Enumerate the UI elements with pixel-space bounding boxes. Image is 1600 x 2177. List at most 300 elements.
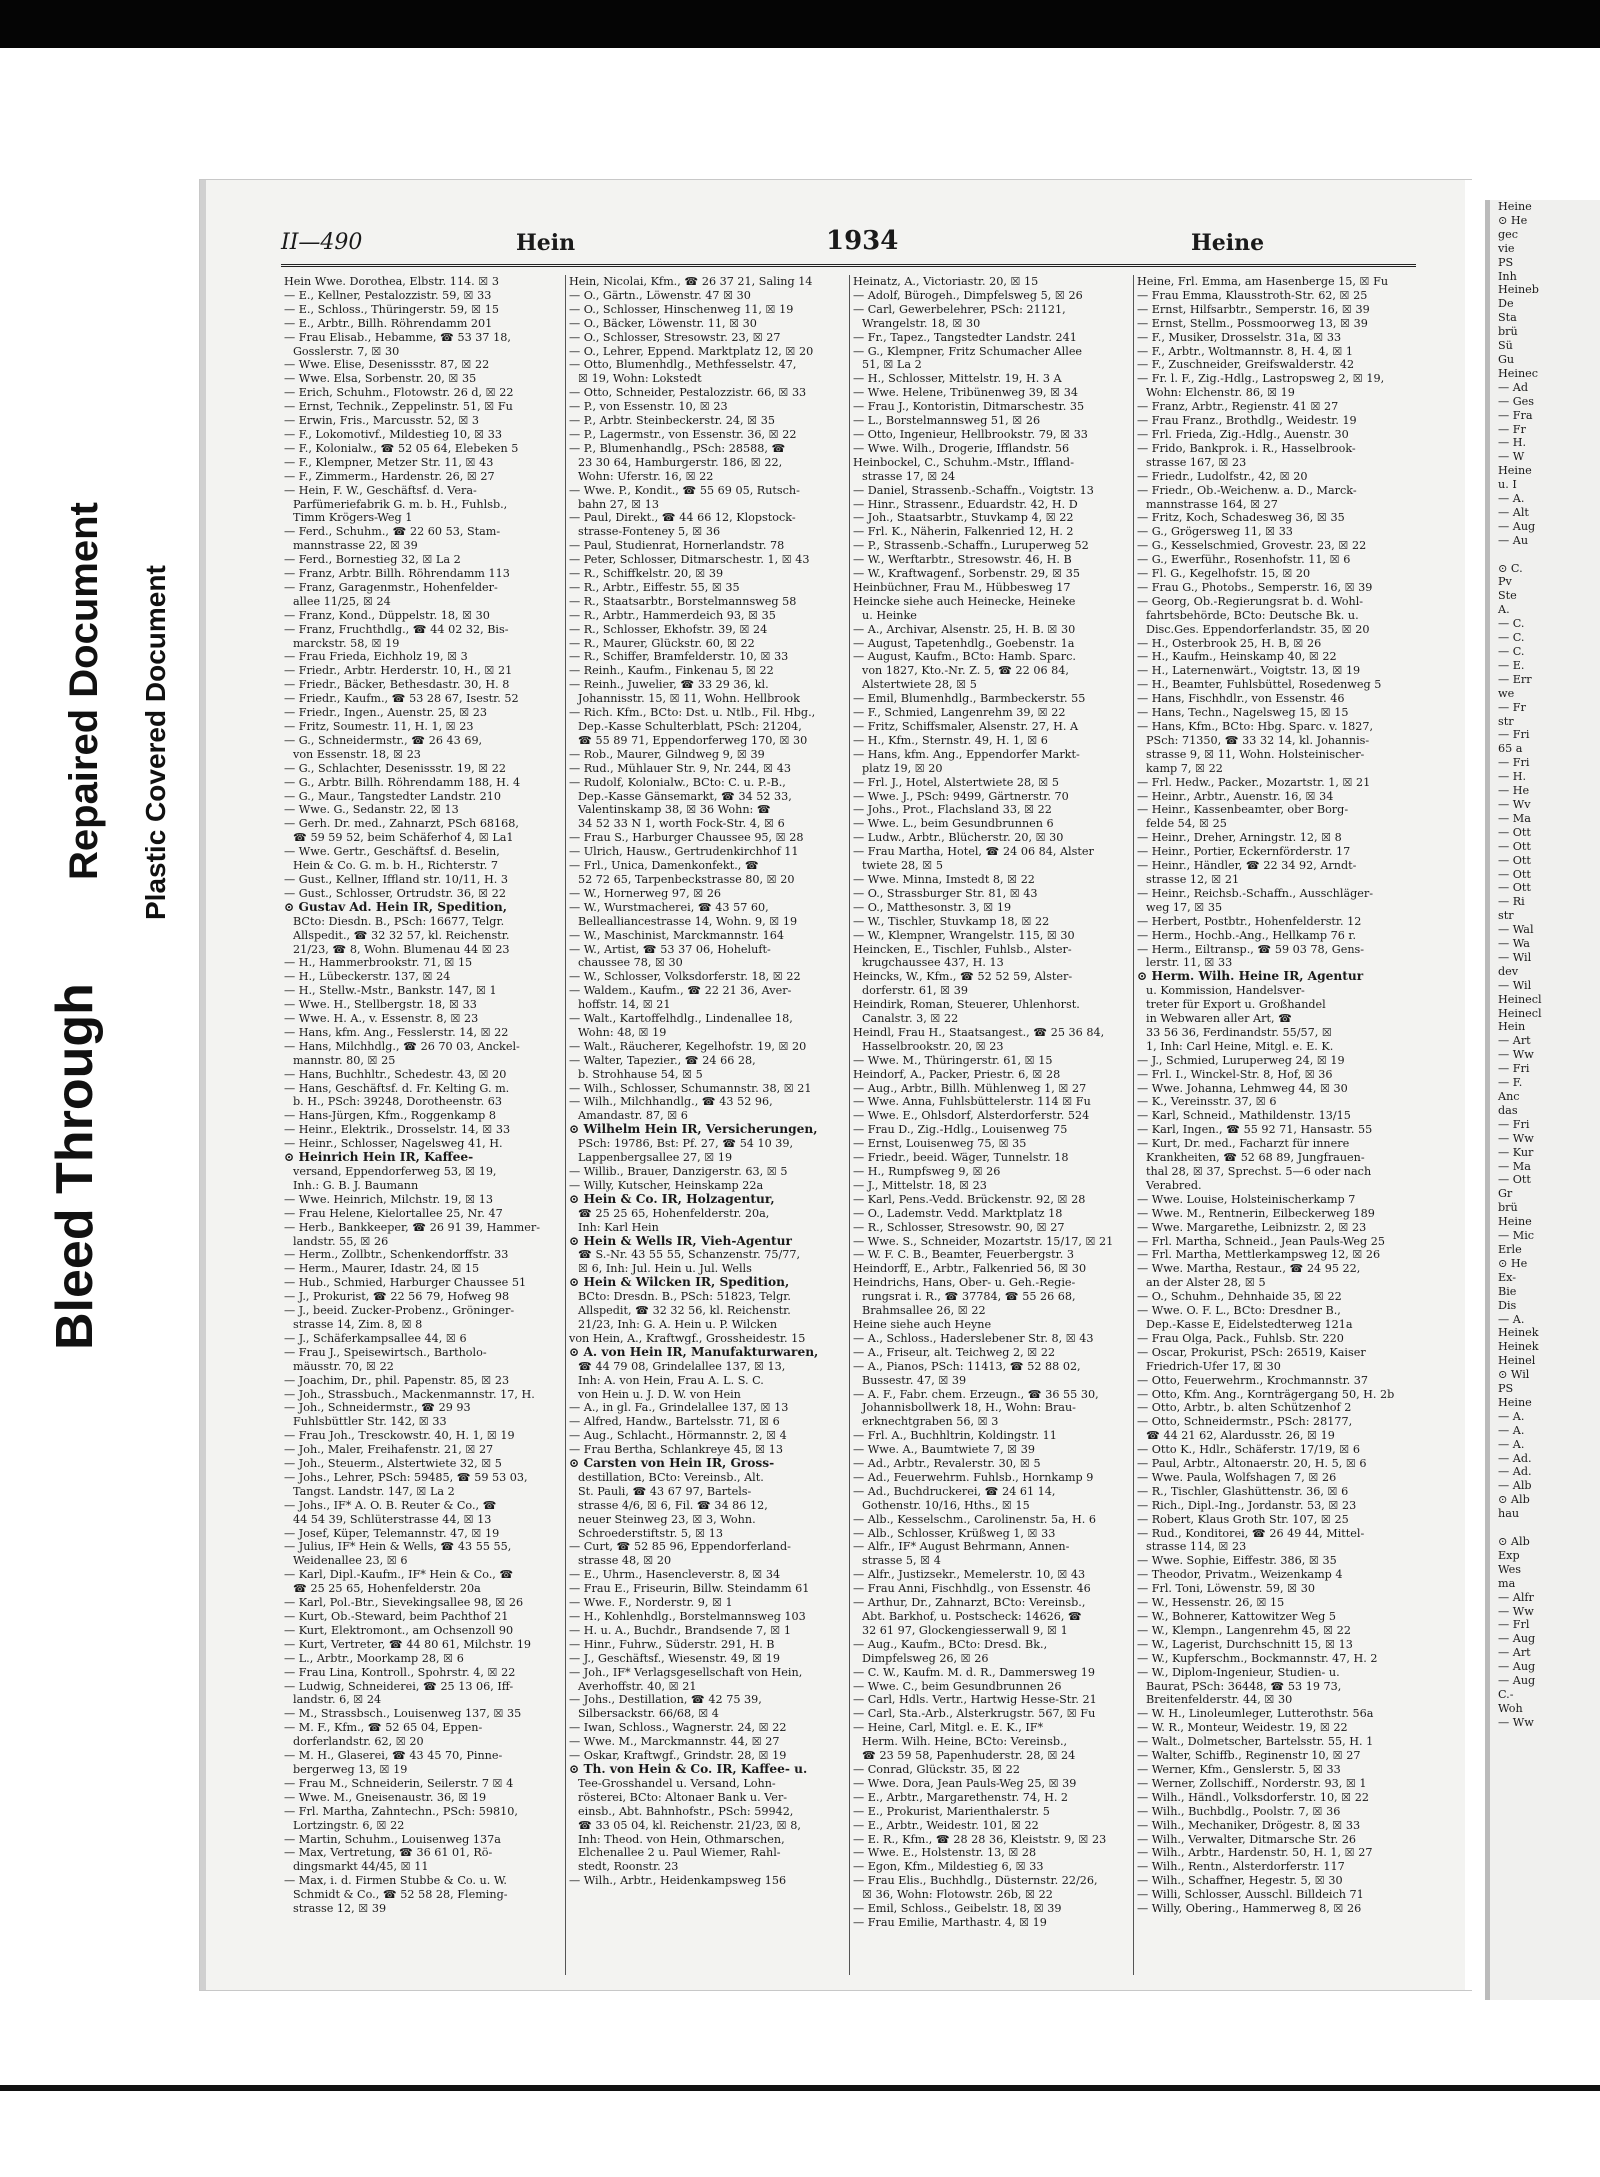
- directory-entry-line: strasse 17, ☒ 24: [862, 469, 956, 483]
- directory-entry-line: ⊙ Hein & Co. IR, Holzagentur,: [569, 1192, 775, 1206]
- directory-entry-line: in Webwaren aller Art, ☎: [1146, 1012, 1293, 1026]
- directory-entry-line: — H., Rumpfsweg 9, ☒ 26: [853, 1165, 1001, 1178]
- directory-entry-line: Silbersackstr. 66/68, ☒ 4: [578, 1707, 719, 1721]
- directory-entry-line: — Emil, Blumenhdlg., Barmbeckerstr. 55: [853, 692, 1086, 706]
- directory-entry-line: — Karl, Ingen., ☎ 55 92 71, Hansastr. 55: [1137, 1123, 1373, 1137]
- directory-entry-line: — Herm., Hochb.-Ang., Hellkamp 76 r.: [1137, 928, 1357, 942]
- directory-entry-line: — W. R., Monteur, Weidestr. 19, ☒ 22: [1137, 1721, 1348, 1735]
- directory-entry-line: — H., Osterbrook 25, H. B, ☒ 26: [1137, 636, 1322, 650]
- directory-entry-line: ⊙ Heinrich Hein IR, Kaffee-: [284, 1151, 474, 1165]
- directory-entry-line: Wrangelstr. 18, ☒ 30: [862, 316, 981, 330]
- directory-entry-line: — Ernst, Technik., Zeppelinstr. 51, ☒ Fu: [284, 400, 513, 414]
- directory-entry-line: — Alb., Schlosser, Krüßweg 1, ☒ 33: [853, 1526, 1056, 1540]
- directory-entry-line: — Conrad, Glückstr. 35, ☒ 22: [853, 1762, 1020, 1776]
- directory-entry-line: — W., Maschinist, Marckmannstr. 164: [569, 928, 785, 942]
- adjacent-page-line: — Ww: [1498, 1131, 1534, 1145]
- directory-entry-line: — E., Uhrm., Hasencleverstr. 8, ☒ 34: [569, 1568, 781, 1582]
- directory-entry-line: — Curt, ☎ 52 85 96, Eppendorferland-: [569, 1540, 791, 1554]
- directory-entry-line: Gosslerstr. 7, ☒ 30: [293, 344, 400, 358]
- directory-entry-line: — E. R., Kfm., ☎ 28 28 36, Kleiststr. 9, ☒ 23: [853, 1832, 1107, 1846]
- directory-entry-line: — Johs., Destillation, ☎ 42 75 39,: [569, 1693, 762, 1707]
- directory-entry-line: — Karl, Dipl.-Kaufm., IF* Hein & Co., ☎: [284, 1568, 514, 1582]
- directory-entry-line: — A., Friseur, alt. Teichweg 2, ☒ 22: [853, 1345, 1056, 1359]
- directory-entry-line: — Reinh., Juwelier, ☎ 33 29 36, kl.: [569, 678, 769, 692]
- directory-entry-line: — Frau Olga, Pack., Fuhlsb. Str. 220: [1137, 1331, 1344, 1345]
- directory-entry-line: — J., Prokurist, ☎ 22 56 79, Hofweg 98: [284, 1290, 510, 1304]
- directory-entry-line: — G., Kesselschmied, Grovestr. 23, ☒ 22: [1137, 539, 1367, 553]
- directory-entry-line: Weidenallee 23, ☒ 6: [293, 1554, 408, 1568]
- directory-entry-line: — Rich., Dipl.-Ing., Jordanstr. 53, ☒ 23: [1137, 1498, 1357, 1512]
- directory-entry-line: — Iwan, Schloss., Wagnerstr. 24, ☒ 22: [569, 1721, 787, 1735]
- directory-entry-line: — Carl, Sta.-Arb., Alsterkrugstr. 567, ☒ Fu: [853, 1707, 1096, 1721]
- adjacent-page-line: PS: [1498, 255, 1514, 269]
- directory-entry-line: — G., Maur., Tangstedter Landstr. 210: [284, 789, 502, 803]
- directory-entry-line: — Frau Emilie, Marthastr. 4, ☒ 19: [853, 1915, 1047, 1929]
- directory-entry-line: — Herm., Zollbtr., Schenkendorffstr. 33: [284, 1248, 509, 1262]
- left-catchword: Hein: [516, 230, 576, 256]
- directory-entry-line: rösterei, BCto: Altonaer Bank u. Ver-: [578, 1790, 787, 1804]
- directory-entry-line: Dep.-Kasse Schulterblatt, PSch: 21204,: [578, 720, 802, 733]
- directory-entry-line: — Rich. Kfm., BCto: Dst. u. Ntlb., Fil. Hbg.,: [569, 706, 816, 720]
- directory-entry-line: — Wwe. P., Kondit., ☎ 55 69 05, Rutsch-: [569, 483, 800, 497]
- directory-entry-line: ☎ 25 25 65, Hohenfelderstr. 20a,: [578, 1206, 770, 1220]
- directory-entry-line: mannstr. 80, ☒ 25: [293, 1053, 396, 1067]
- adjacent-page-line: — Alt: [1498, 505, 1529, 519]
- directory-entry-line: u. Kommission, Handelsver-: [1146, 984, 1305, 998]
- directory-entry-line: — Karl, Pol.-Btr., Sievekingsallee 98, ☒ 26: [284, 1596, 524, 1610]
- directory-entry-line: — Frau Elisab., Hebamme, ☎ 53 37 18,: [284, 330, 511, 344]
- adjacent-page-line: — H.: [1498, 770, 1527, 784]
- gutter: [1465, 180, 1485, 1990]
- adjacent-page-line: str: [1498, 909, 1514, 923]
- directory-entry-line: — Wwe. Gertr., Geschäftsf. d. Beselin,: [284, 845, 500, 859]
- directory-entry-line: — G., Klempner, Fritz Schumacher Allee: [853, 344, 1083, 358]
- directory-entry-line: — W. H., Linoleumleger, Lutterothstr. 56a: [1137, 1707, 1374, 1721]
- adjacent-page-line: Gr: [1498, 1187, 1513, 1201]
- directory-entry-line: Heine, Frl. Emma, am Hasenberge 15, ☒ Fu: [1137, 275, 1389, 288]
- directory-entry-line: — Frau M., Schneiderin, Seilerstr. 7 ☒ 4: [284, 1776, 514, 1790]
- directory-entry-line: — Werner, Kfm., Genslerstr. 5, ☒ 33: [1137, 1762, 1341, 1776]
- directory-entry-line: — Fritz, Soumestr. 11, H. 1, ☒ 23: [284, 720, 474, 733]
- directory-entry-line: — Hinr., Fuhrw., Süderstr. 291, H. B: [569, 1637, 775, 1651]
- directory-entry-line: — Waldem., Kaufm., ☎ 22 21 36, Aver-: [569, 984, 792, 998]
- directory-entry-line: — Heinr., Dreher, Arningstr. 12, ☒ 8: [1137, 831, 1342, 845]
- directory-entry-line: — Willib., Brauer, Danzigerstr. 63, ☒ 5: [569, 1165, 788, 1178]
- directory-entry-line: — M. F., Kfm., ☎ 52 65 04, Eppen-: [284, 1721, 483, 1735]
- adjacent-page-line: — E.: [1498, 658, 1525, 672]
- directory-entry-line: — Ludwig, Schneiderei, ☎ 25 13 06, Iff-: [284, 1679, 514, 1693]
- adjacent-page-line: — Ott: [1498, 1173, 1531, 1187]
- top-scan-border: [0, 0, 1600, 48]
- directory-entry-line: ⊙ Th. von Hein & Co. IR, Kaffee- u.: [569, 1762, 808, 1776]
- directory-entry-line: von 1827, Kto.-Nr. Z. 5, ☎ 22 06 84,: [862, 664, 1069, 678]
- directory-entry-line: — Frau D., Zig.-Hdlg., Louisenweg 75: [853, 1123, 1068, 1137]
- adjacent-page-line: Anc: [1498, 1090, 1520, 1103]
- directory-entry-line: hoffstr. 14, ☒ 21: [578, 998, 671, 1012]
- adjacent-page-line: — Ad.: [1498, 1451, 1532, 1465]
- directory-entry-line: Verabred.: [1146, 1178, 1202, 1192]
- directory-entry-line: — G., Grögersweg 11, ☒ 33: [1137, 525, 1293, 539]
- directory-entry-line: — O., Lehrer, Eppend. Marktplatz 12, ☒ 20: [569, 344, 814, 358]
- adjacent-page-line: — Ott: [1498, 839, 1531, 853]
- directory-entry-line: — Rob., Maurer, Gilndweg 9, ☒ 39: [569, 747, 765, 761]
- directory-entry-line: — Max, Vertretung, ☎ 36 61 01, Rö-: [284, 1846, 493, 1860]
- directory-entry-line: — Wwe. A., Baumtwiete 7, ☒ 39: [853, 1443, 1035, 1457]
- directory-entry-line: — Frau J., Kontoristin, Ditmarschestr. 35: [853, 400, 1085, 414]
- directory-entry-line: — R., Staatsarbtr., Borstelmannsweg 58: [569, 594, 797, 608]
- column-3: [849, 275, 1126, 1975]
- directory-entry-line: mäusstr. 70, ☒ 22: [293, 1359, 394, 1373]
- adjacent-page-line: — W: [1498, 450, 1525, 464]
- directory-entry-line: rungsrat i. R., ☎ 37784, ☎ 55 26 68,: [862, 1290, 1076, 1304]
- directory-entry-line: — Otto, Feuerwehrm., Krochmannstr. 37: [1137, 1373, 1369, 1387]
- directory-entry-line: stedt, Roonstr. 23: [578, 1860, 679, 1874]
- directory-entry-line: Canalstr. 3, ☒ 22: [862, 1012, 959, 1026]
- directory-entry-line: — E., Kellner, Pestalozzistr. 59, ☒ 33: [284, 288, 492, 302]
- directory-entry-line: — Aug., Arbtr., Billh. Mühlenweg 1, ☒ 27: [853, 1081, 1087, 1095]
- directory-entry-line: Dep.-Kasse Gänsemarkt, ☎ 34 52 33,: [578, 789, 792, 803]
- adjacent-page-line: Inh: [1498, 269, 1517, 283]
- adjacent-page-line: — Fri: [1498, 1117, 1530, 1131]
- adjacent-page-line: — Ott: [1498, 853, 1531, 867]
- directory-entry-line: — Otto, Schneidermstr., PSch: 28177,: [1137, 1415, 1353, 1429]
- directory-entry-line: Hasselbrookstr. 20, ☒ 23: [862, 1039, 1004, 1053]
- directory-entry-line: ☒ 6, Inh: Jul. Hein u. Jul. Wells: [578, 1262, 752, 1276]
- directory-entry-line: — H., Kfm., Sternstr. 49, H. 1, ☒ 6: [853, 733, 1048, 747]
- directory-entry-line: Friedrich-Ufer 17, ☒ 30: [1146, 1359, 1281, 1373]
- directory-entry-line: ⊙ Herm. Wilh. Heine IR, Agentur: [1137, 970, 1364, 984]
- directory-entry-line: — Hans, Techn., Nagelsweg 15, ☒ 15: [1137, 706, 1349, 720]
- directory-entry-line: — Heinr., Arbtr., Auenstr. 16, ☒ 34: [1137, 789, 1334, 803]
- directory-entry-line: Heindorff, E., Arbtr., Falkenried 56, ☒ 30: [853, 1262, 1087, 1276]
- directory-entry-line: — Wilh., Schlosser, Schumannstr. 38, ☒ 21: [569, 1081, 812, 1095]
- directory-entry-line: — R., Schlosser, Ekhofstr. 39, ☒ 24: [569, 622, 768, 636]
- directory-entry-line: — Arthur, Dr., Zahnarzt, BCto: Vereinsb.,: [853, 1596, 1086, 1610]
- adjacent-page-line: — Aug: [1498, 1632, 1536, 1646]
- directory-entry-line: — Alfr., IF* August Behrmann, Annen-: [853, 1540, 1070, 1554]
- adjacent-page-line: Ste: [1498, 589, 1517, 603]
- directory-entry-line: — Ferd., Bornestieg 32, ☒ La 2: [284, 553, 461, 567]
- adjacent-page-line: Heine: [1498, 200, 1532, 213]
- directory-entry-line: — Max, i. d. Firmen Stubbe & Co. u. W.: [284, 1874, 507, 1888]
- adjacent-page-line: Sta: [1498, 311, 1517, 325]
- directory-entry-line: — W., Wurstmacherei, ☎ 43 57 60,: [569, 900, 769, 914]
- adjacent-page-line: — F.: [1498, 1076, 1523, 1090]
- directory-entry-line: — Rud., Mühlauer Str. 9, Nr. 244, ☒ 43: [569, 761, 791, 775]
- directory-entry-line: — Johs., Prot., Flachsland 33, ☒ 22: [853, 803, 1052, 817]
- directory-entry-line: — Frl. Martha, Zahntechn., PSch: 59810,: [284, 1804, 518, 1818]
- directory-entry-line: Inh: Theod. von Hein, Othmarschen,: [578, 1832, 785, 1846]
- directory-entry-line: — Frl. J., Hotel, Alstertwiete 28, ☒ 5: [853, 775, 1059, 789]
- adjacent-page-line: ⊙ Wil: [1498, 1368, 1530, 1382]
- directory-entry-line: — P., Lagermstr., von Essenstr. 36, ☒ 22: [569, 427, 797, 441]
- directory-entry-line: lerstr. 11, ☒ 33: [1146, 956, 1233, 970]
- directory-entry-line: — Frau Lina, Kontroll., Spohrstr. 4, ☒ 22: [284, 1665, 516, 1679]
- directory-entry-line: — Aug., Schlacht., Hörmannstr. 2, ☒ 4: [569, 1429, 787, 1443]
- directory-entry-line: 52 72 65, Tarpenbeckstrasse 80, ☒ 20: [578, 872, 795, 886]
- directory-entry-line: Baurat, PSch: 36448, ☎ 53 19 73,: [1146, 1679, 1342, 1693]
- directory-entry-line: — Wwe. E., Holstenstr. 13, ☒ 28: [853, 1846, 1037, 1860]
- directory-entry-line: 33 56 36, Ferdinandstr. 55/57, ☒: [1146, 1025, 1332, 1039]
- directory-entry-line: — Frau Bertha, Schlankreye 45, ☒ 13: [569, 1443, 783, 1457]
- directory-entry-line: Wohn: 48, ☒ 19: [578, 1025, 667, 1039]
- directory-entry-line: Hein Wwe. Dorothea, Elbstr. 114. ☒ 3: [284, 275, 499, 288]
- directory-entry-line: — Joh., Staatsarbtr., Stuvkamp 4, ☒ 22: [853, 511, 1074, 525]
- adjacent-page-line: vie: [1498, 241, 1515, 255]
- adjacent-page-line: — Alfr: [1498, 1590, 1534, 1604]
- adjacent-page-line: 65 a: [1498, 742, 1523, 756]
- directory-entry-line: — Wwe. H., Stellbergstr. 18, ☒ 33: [284, 998, 477, 1012]
- directory-entry-line: — Heine, Carl, Mitgl. e. E. K., IF*: [853, 1721, 1044, 1735]
- directory-entry-line: — Paul, Arbtr., Altonaerstr. 20, H. 5, ☒ 6: [1137, 1457, 1367, 1471]
- directory-entry-line: — O., Gärtn., Löwenstr. 47 ☒ 30: [569, 288, 751, 302]
- adjacent-page-line: — Ww: [1498, 1048, 1534, 1062]
- directory-entry-line: von Essenstr. 18, ☒ 23: [293, 747, 421, 761]
- directory-entry-line: thal 28, ☒ 37, Sprechst. 5—6 oder nach: [1146, 1165, 1372, 1178]
- directory-entry-line: von Hein u. J. D. W. von Hein: [578, 1387, 741, 1401]
- directory-entry-line: strasse 14, Zim. 8, ☒ 8: [293, 1317, 423, 1331]
- directory-entry-line: — Frl., Unica, Damenkonfekt., ☎: [569, 859, 759, 873]
- directory-entry-line: strasse 48, ☒ 20: [578, 1554, 672, 1568]
- adjacent-page-line: — Kur: [1498, 1145, 1534, 1159]
- adjacent-page-line: — Fr: [1498, 422, 1526, 436]
- directory-entry-line: — Herb., Bankkeeper, ☎ 26 91 39, Hammer-: [284, 1220, 541, 1234]
- directory-entry-line: — H. u. A., Buchdr., Brandsende 7, ☒ 1: [569, 1623, 791, 1637]
- directory-entry-line: — A., in gl. Fa., Grindelallee 137, ☒ 13: [569, 1401, 789, 1415]
- page-number: II—490: [281, 230, 363, 255]
- adjacent-page-line: — Ott: [1498, 825, 1531, 839]
- directory-entry-line: — Wwe. Wilh., Drogerie, Ifflandstr. 56: [853, 441, 1070, 455]
- directory-entry-line: — Johs., IF* A. O. B. Reuter & Co., ☎: [284, 1498, 497, 1512]
- directory-entry-line: St. Pauli, ☎ 43 67 97, Bartels-: [578, 1484, 752, 1498]
- directory-entry-line: Lortzingstr. 6, ☒ 22: [293, 1818, 405, 1832]
- directory-entry-line: — G., Arbtr. Billh. Röhrendamm 188, H. 4: [284, 775, 521, 789]
- directory-entry-line: — Joh., Schneidermstr., ☎ 29 93: [284, 1401, 471, 1415]
- directory-entry-line: — Gust., Kellner, Iffland str. 10/11, H. 3: [284, 872, 509, 886]
- directory-entry-line: — W., Hessenstr. 26, ☒ 15: [1137, 1596, 1285, 1610]
- directory-entry-line: — Karl, Schneid., Mathildenstr. 13/15: [1137, 1109, 1351, 1123]
- directory-entry-line: — Heinr., Reichsb.-Schaffn., Ausschläger-: [1137, 886, 1374, 900]
- directory-entry-line: — Alfred, Handw., Bartelsstr. 71, ☒ 6: [569, 1415, 780, 1429]
- adjacent-page-line: — Ww: [1498, 1715, 1534, 1729]
- directory-entry-line: kamp 7, ☒ 22: [1146, 761, 1223, 775]
- directory-entry-line: — H., Kohlenhdlg., Borstelmannsweg 103: [569, 1610, 806, 1623]
- directory-entry-line: — Wwe. Anna, Fuhlsbüttelerstr. 114 ☒ Fu: [853, 1095, 1091, 1109]
- directory-entry-line: — Gerh. Dr. med., Zahnarzt, PSch 68168,: [284, 817, 519, 831]
- directory-entry-line: — R., Maurer, Glückstr. 60, ☒ 22: [569, 636, 755, 650]
- directory-entry-line: — Friedr., Ludolfstr., 42, ☒ 20: [1137, 469, 1308, 483]
- adjacent-page-line: hau: [1498, 1507, 1520, 1521]
- column-1: [281, 275, 557, 1975]
- directory-entry-line: — R., Arbtr., Hammerdeich 93, ☒ 35: [569, 608, 776, 622]
- directory-entry-line: — H., Lübeckerstr. 137, ☒ 24: [284, 970, 451, 984]
- adjacent-page-line: Gu: [1498, 352, 1515, 366]
- directory-entry-line: — W., Klempner, Wrangelstr. 115, ☒ 30: [853, 928, 1075, 942]
- directory-entry-line: — Frl. Martha, Schneid., Jean Pauls-Weg 25: [1137, 1234, 1385, 1248]
- directory-entry-line: — A., Schloss., Haderslebener Str. 8, ☒ 43: [853, 1331, 1094, 1345]
- directory-entry-line: — W., Bohnerer, Kattowitzer Weg 5: [1137, 1610, 1337, 1623]
- directory-entry-line: — Hans, kfm. Ang., Fesslerstr. 14, ☒ 22: [284, 1025, 509, 1039]
- directory-entry-line: — M., Strassbsch., Louisenweg 137, ☒ 35: [284, 1707, 522, 1721]
- directory-entry-line: — Daniel, Strassenb.-Schaffn., Voigtstr. 13: [853, 483, 1094, 497]
- directory-entry-line: felde 54, ☒ 25: [1146, 817, 1227, 831]
- directory-entry-line: — Otto, Blumenhdlg., Methfesselstr. 47,: [569, 358, 797, 372]
- directory-entry-line: ☎ 55 89 71, Eppendorferweg 170, ☒ 30: [578, 733, 808, 747]
- directory-entry-line: — Frau Franz., Brothdlg., Weidestr. 19: [1137, 414, 1357, 428]
- directory-entry-line: — Hans, Fischhdlr., von Essenstr. 46: [1137, 692, 1345, 706]
- directory-entry-line: — Ernst, Hilfsarbtr., Semperstr. 16, ☒ 39: [1137, 302, 1370, 316]
- directory-entry-line: — Theodor, Privatm., Weizenkamp 4: [1137, 1568, 1343, 1582]
- directory-entry-line: destillation, BCto: Vereinsb., Alt.: [578, 1470, 764, 1484]
- directory-entry-line: Johannisstr. 15, ☒ 11, Wohn. Hellbrook: [578, 692, 800, 706]
- directory-entry-line: — Wwe. Elsa, Sorbenstr. 20, ☒ 35: [284, 372, 477, 386]
- directory-entry-line: — Franz, Kond., Düppelstr. 18, ☒ 30: [284, 608, 490, 622]
- directory-entry-line: — Walter, Schiffb., Reginenstr 10, ☒ 27: [1137, 1749, 1361, 1763]
- directory-entry-line: — Joh., Strassbuch., Mackenmannstr. 17, H.: [284, 1387, 535, 1401]
- adjacent-page-line: Erle: [1498, 1242, 1522, 1256]
- adjacent-page-line: — Ott: [1498, 867, 1531, 881]
- directory-entry-line: marckstr. 58, ☒ 19: [293, 636, 400, 650]
- directory-entry-line: — Wwe. L., beim Gesundbrunnen 6: [853, 817, 1054, 831]
- directory-entry-line: — Franz, Fruchthdlg., ☎ 44 02 32, Bis-: [284, 622, 509, 636]
- directory-entry-line: — Herbert, Postbtr., Hohenfelderstr. 12: [1137, 914, 1362, 928]
- adjacent-page-line: — Err: [1498, 672, 1532, 686]
- directory-entry-line: — Wilh., Arbtr., Hardenstr. 50, H. 1, ☒ 27: [1137, 1846, 1373, 1860]
- directory-entry-line: strasse 4/6, ☒ 6, Fil. ☎ 34 86 12,: [578, 1498, 768, 1512]
- directory-entry-line: — J., Geschäftsf., Wiesenstr. 49, ☒ 19: [569, 1651, 780, 1665]
- directory-entry-line: Inh: Karl Hein: [578, 1220, 659, 1234]
- directory-entry-line: — Friedr., beeid. Wäger, Tunnelstr. 18: [853, 1151, 1069, 1165]
- directory-entry-line: 44 54 39, Schlüterstrasse 44, ☒ 13: [293, 1512, 492, 1526]
- directory-entry-line: — Wwe. Louise, Holsteinischerkamp 7: [1137, 1192, 1356, 1206]
- directory-entry-line: Heincken, E., Tischler, Fuhlsb., Alster-: [853, 942, 1072, 956]
- directory-entry-line: Fuhlsbüttler Str. 142, ☒ 33: [293, 1415, 447, 1429]
- directory-entry-line: — W., Werftarbtr., Stresowstr. 46, H. B: [853, 553, 1072, 567]
- adjacent-page-line: — Ad: [1498, 380, 1528, 394]
- directory-entry-line: Inh.: G. B. J. Baumann: [293, 1178, 419, 1192]
- directory-entry-line: — Hans, Milchhdlg., ☎ 26 70 03, Anckel-: [284, 1039, 520, 1053]
- directory-entry-line: — Fritz, Schiffsmaler, Alsenstr. 27, H. A: [853, 720, 1079, 733]
- directory-entry-line: — Frau Joh., Tresckowstr. 40, H. 1, ☒ 19: [284, 1429, 515, 1443]
- directory-entry-line: — Ludw., Arbtr., Blücherstr. 20, ☒ 30: [853, 831, 1064, 845]
- adjacent-page-line: Heinek: [1498, 1340, 1539, 1354]
- adjacent-page-line: Bie: [1498, 1284, 1517, 1298]
- directory-entry-line: — Otto, Arbtr., b. alten Schützenhof 2: [1137, 1401, 1352, 1415]
- directory-entry-line: Timm Krögers-Weg 1: [293, 511, 413, 525]
- directory-entry-line: Tee-Grosshandel u. Versand, Lohn-: [578, 1776, 776, 1790]
- directory-entry-line: — Heinr., Kassenbeamter, ober Borg-: [1137, 803, 1349, 817]
- directory-entry-line: Tangst. Landstr. 147, ☒ La 2: [293, 1484, 455, 1498]
- directory-entry-line: — Herm., Eiltransp., ☎ 59 03 78, Gens-: [1137, 942, 1365, 956]
- directory-entry-line: dorferlandstr. 62, ☒ 20: [293, 1735, 424, 1749]
- directory-entry-line: dingsmarkt 44/45, ☒ 11: [293, 1860, 429, 1874]
- directory-entry-line: — Frl. I., Winckel-Str. 8, Hof, ☒ 36: [1137, 1067, 1333, 1081]
- directory-columns: [281, 275, 1416, 1975]
- bleed-through-label: Bleed Through: [46, 983, 104, 1350]
- directory-entry-line: Dimpfelsweg 26, ☒ 26: [862, 1651, 989, 1665]
- directory-entry-line: Heindorf, A., Packer, Priestr. 6, ☒ 28: [853, 1067, 1061, 1081]
- directory-entry-line: — Frido, Bankprok. i. R., Hasselbrook-: [1137, 441, 1356, 455]
- directory-entry-line: — Oskar, Kraftwgf., Grindstr. 28, ☒ 19: [569, 1749, 787, 1763]
- adjacent-page-line: [1490, 1521, 1600, 1535]
- directory-entry-line: — Wwe. Paula, Wolfshagen 7, ☒ 26: [1137, 1470, 1337, 1484]
- right-catchword: Heine: [1191, 230, 1265, 256]
- directory-entry-line: ⊙ Gustav Ad. Hein IR, Spedition,: [284, 900, 507, 914]
- adjacent-page-line: Heinec: [1498, 366, 1539, 380]
- directory-entry-line: ☎ 33 05 04, kl. Reichenstr. 21/23, ☒ 8,: [578, 1818, 801, 1832]
- directory-entry-line: — F., Musiker, Drosselstr. 31a, ☒ 33: [1137, 330, 1342, 344]
- adjacent-page-line: Hein: [1498, 1020, 1526, 1034]
- directory-entry-line: — H., Laternenwärt., Voigtstr. 13, ☒ 19: [1137, 664, 1361, 678]
- directory-entry-line: BCto: Dresdn. B., PSch: 51823, Telgr.: [578, 1290, 791, 1304]
- adjacent-page-line: Sü: [1498, 339, 1513, 353]
- adjacent-page-line: we: [1498, 686, 1515, 700]
- adjacent-page-fragment: [1485, 200, 1600, 2000]
- directory-entry-line: bergerweg 13, ☒ 19: [293, 1762, 408, 1776]
- directory-entry-line: — L., Arbtr., Moorkamp 28, ☒ 6: [284, 1651, 464, 1665]
- directory-entry-line: — Hein, F. W., Geschäftsf. d. Vera-: [284, 483, 477, 497]
- directory-entry-line: — Otto, Ingenieur, Hellbrookstr. 79, ☒ 33: [853, 427, 1088, 441]
- directory-entry-line: — M. H., Glaserei, ☎ 43 45 70, Pinne-: [284, 1749, 503, 1763]
- adjacent-page-line: C.-: [1498, 1687, 1514, 1701]
- directory-entry-line: 21/23, Inh: G. A. Hein u. P. Wilcken: [578, 1317, 778, 1331]
- directory-entry-line: — Friedr., Kaufm., ☎ 53 28 67, Isestr. 52: [284, 692, 519, 706]
- directory-entry-line: 32 61 97, Glockengiesserwall 9, ☒ 1: [862, 1623, 1068, 1637]
- directory-entry-line: — Frl. Martha, Mettlerkampsweg 12, ☒ 26: [1137, 1248, 1381, 1262]
- plastic-covered-label: Plastic Covered Document: [140, 565, 171, 920]
- directory-entry-line: ⊙ Wilhelm Hein IR, Versicherungen,: [569, 1123, 818, 1137]
- directory-entry-line: Abt. Barkhof, u. Postscheck: 14626, ☎: [862, 1610, 1082, 1623]
- directory-entry-line: — Walt., Dolmetscher, Bartelsstr. 55, H. 1: [1137, 1735, 1374, 1749]
- directory-entry-line: — Frau E., Friseurin, Billw. Steindamm 61: [569, 1582, 810, 1596]
- directory-entry-line: ☎ 23 59 58, Papenhuderstr. 28, ☒ 24: [862, 1749, 1076, 1763]
- directory-entry-line: — H., Schlosser, Mittelstr. 19, H. 3 A: [853, 372, 1062, 386]
- adjacent-page-line: ⊙ He: [1498, 1256, 1528, 1270]
- directory-entry-line: — O., Schuhm., Dehnhaide 35, ☒ 22: [1137, 1290, 1342, 1304]
- directory-entry-line: — Reinh., Kaufm., Finkenau 5, ☒ 22: [569, 664, 774, 678]
- directory-entry-line: — Frau Elis., Buchhdlg., Düsternstr. 22/26,: [853, 1874, 1098, 1888]
- directory-entry-line: ⊙ Hein & Wilcken IR, Spedition,: [569, 1276, 790, 1290]
- directory-entry-line: — A. F., Fabr. chem. Erzeugn., ☎ 36 55 30,: [853, 1387, 1099, 1401]
- directory-entry-line: — F., Zuschneider, Greifswalderstr. 42: [1137, 358, 1355, 372]
- directory-entry-line: — Hinr., Strassenr., Eduardstr. 42, H. D: [853, 497, 1078, 511]
- directory-entry-line: Breitenfelderstr. 44, ☒ 30: [1146, 1693, 1293, 1707]
- directory-entry-line: — Wwe. Margarethe, Leibnizstr. 2, ☒ 23: [1137, 1220, 1367, 1234]
- directory-entry-line: — Frau Martha, Hotel, ☎ 24 06 84, Alster: [853, 845, 1094, 859]
- adjacent-page-line: — Fri: [1498, 728, 1530, 742]
- directory-entry-line: — H., Stellw.-Mstr., Bankstr. 147, ☒ 1: [284, 984, 497, 998]
- directory-entry-line: platz 19, ☒ 20: [862, 761, 943, 775]
- directory-entry-line: Averhoffstr. 40, ☒ 21: [578, 1679, 697, 1693]
- adjacent-page-line: Heinecl: [1498, 1006, 1542, 1020]
- directory-entry-line: — W., Kraftwagenf., Sorbenstr. 29, ☒ 35: [853, 567, 1080, 581]
- adjacent-page-line: ⊙ C.: [1498, 561, 1523, 575]
- directory-entry-line: — Carl, Hdls. Vertr., Hartwig Hesse-Str. 21: [853, 1693, 1097, 1707]
- directory-entry-line: — E., Prokurist, Marienthalerstr. 5: [853, 1804, 1050, 1818]
- directory-entry-line: — Wwe. Minna, Imstedt 8, ☒ 22: [853, 872, 1035, 886]
- directory-entry-line: — Wwe. Sophie, Eiffestr. 386, ☒ 35: [1137, 1554, 1337, 1568]
- adjacent-page-line: Heineb: [1498, 283, 1539, 297]
- directory-entry-line: — O., Strassburger Str. 81, ☒ 43: [853, 886, 1038, 900]
- directory-entry-line: — L., Borstelmannsweg 51, ☒ 26: [853, 414, 1041, 428]
- directory-entry-line: — Oscar, Prokurist, PSch: 26519, Kaiser: [1137, 1345, 1366, 1359]
- directory-entry-line: — Joh., IF* Verlagsgesellschaft von Hein,: [569, 1665, 803, 1679]
- adjacent-page-line: — C.: [1498, 617, 1525, 631]
- directory-entry-line: an der Alster 28, ☒ 5: [1146, 1276, 1266, 1290]
- directory-entry-line: — Kurt, Vertreter, ☎ 44 80 61, Milchstr. 19: [284, 1637, 532, 1651]
- directory-entry-line: — Wwe. F., Norderstr. 9, ☒ 1: [569, 1596, 733, 1610]
- adjacent-page-line: — Ww: [1498, 1604, 1534, 1618]
